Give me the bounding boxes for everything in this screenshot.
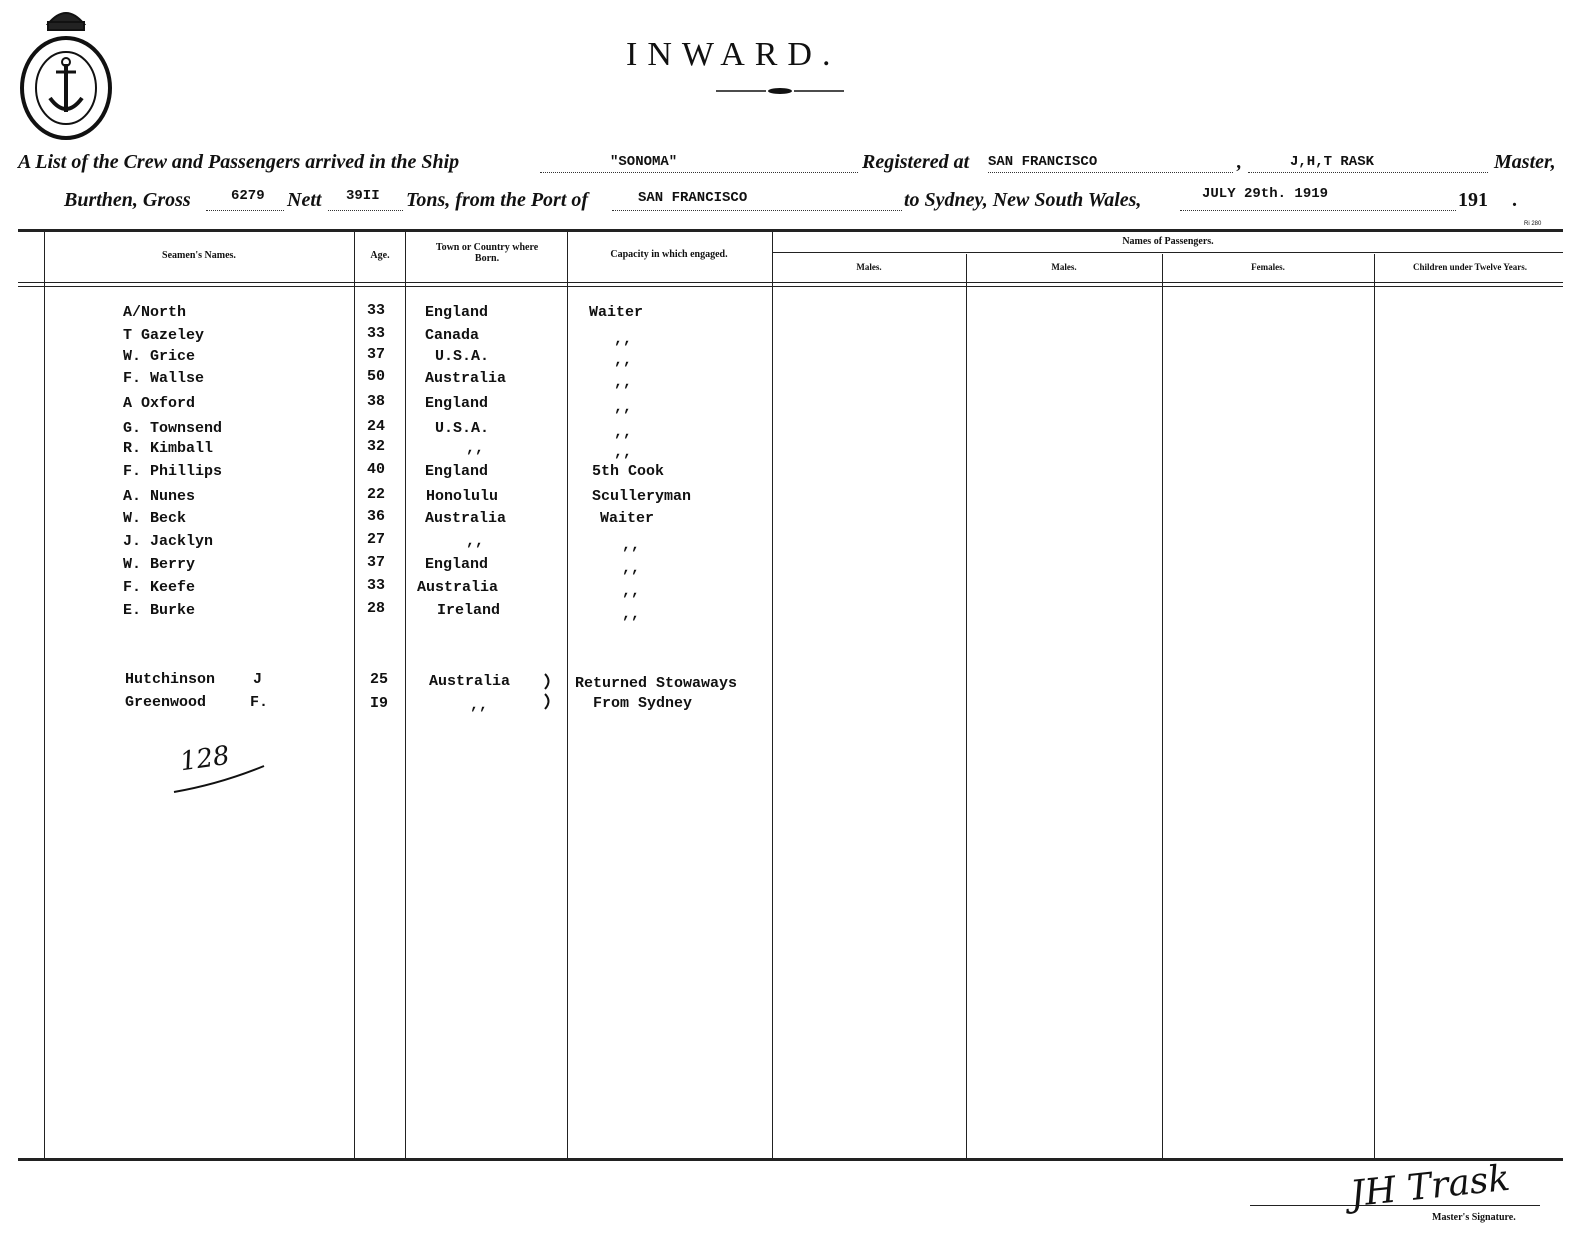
crew-name: W. Berry — [123, 556, 196, 573]
crew-name: R. Kimball — [123, 440, 214, 457]
crew-capacity: Sculleryman — [592, 488, 692, 505]
to-sydney-label: to Sydney, New South Wales, — [904, 189, 1142, 211]
crew-age: 22 — [367, 486, 386, 503]
table-top-rule — [18, 229, 1563, 232]
crew-birthplace: England — [425, 395, 489, 412]
nett-label: Nett — [287, 189, 322, 211]
date-field — [1180, 186, 1456, 211]
crew-name: T Gazeley — [123, 327, 205, 344]
crew-birthplace: ,, — [466, 533, 485, 550]
nett-tons: 39II — [346, 188, 380, 204]
crew-name: F. Wallse — [123, 370, 205, 387]
crew-capacity: ,, — [614, 399, 633, 416]
handwritten-count: 128 — [178, 740, 232, 778]
crew-age: 38 — [367, 393, 386, 410]
header-capacity: Capacity in which engaged. — [610, 249, 728, 260]
crew-age: 33 — [367, 577, 386, 594]
burthen-label: Burthen, Gross — [64, 189, 191, 211]
crew-birthplace: U.S.A. — [435, 348, 490, 365]
heading-comma: , — [1237, 151, 1242, 173]
crew-name: F. Keefe — [123, 579, 196, 596]
document-title: INWARD. — [626, 36, 841, 73]
header-seamens-names: Seamen's Names. — [162, 250, 236, 261]
master-label: Master, — [1494, 151, 1556, 173]
crew-name: A/North — [123, 304, 187, 321]
crew-birthplace: Canada — [425, 327, 480, 344]
ship-name: "SONOMA" — [610, 154, 678, 170]
crew-age: 28 — [367, 600, 386, 617]
registered-port: SAN FRANCISCO — [988, 154, 1098, 170]
crew-birthplace: Australia — [425, 510, 507, 527]
table-bottom-rule — [18, 1158, 1563, 1161]
title-flourish — [716, 84, 844, 98]
registered-field — [988, 152, 1233, 173]
stowaway-capacity: From Sydney — [593, 695, 693, 712]
ship-field — [540, 152, 858, 173]
gross-tons: 6279 — [231, 188, 265, 204]
header-town-born: Town or Country where Born. — [435, 242, 539, 264]
stowaway-bracket — [542, 672, 556, 712]
heading-list-label: A List of the Crew and Passengers arrived in the Ship — [18, 151, 460, 173]
year-dot: . — [1512, 189, 1517, 211]
col-divider-capacity — [772, 231, 773, 1158]
crew-birthplace: England — [425, 463, 489, 480]
crew-capacity: ,, — [622, 537, 641, 554]
crew-birthplace: Ireland — [437, 602, 501, 619]
col-divider-age — [405, 231, 406, 1158]
crew-age: 24 — [367, 418, 386, 435]
crew-capacity: ,, — [614, 424, 633, 441]
crew-age: 37 — [367, 554, 386, 571]
col-divider-names — [354, 231, 355, 1158]
crew-age: 33 — [367, 325, 386, 342]
crew-capacity: ,, — [622, 583, 641, 600]
header-bottom-rule — [18, 282, 1563, 283]
header-males-2: Males. — [1051, 262, 1077, 272]
port-field — [612, 190, 902, 211]
stowaway-age: 25 — [370, 671, 389, 688]
crew-age: 37 — [367, 346, 386, 363]
header-age: Age. — [370, 250, 390, 261]
handwritten-underline — [170, 762, 270, 798]
crew-birthplace: Australia — [417, 579, 499, 596]
crew-age: 40 — [367, 461, 386, 478]
header-bottom-rule-2 — [18, 286, 1563, 287]
stowaway-surname: Greenwood — [125, 694, 207, 711]
printed-year: 191 — [1458, 189, 1488, 211]
crew-age: 36 — [367, 508, 386, 525]
stowaway-born: Australia — [429, 673, 511, 690]
col-divider-left — [44, 231, 45, 1158]
crew-name: J. Jacklyn — [123, 533, 214, 550]
form-code: Ri 280 — [1524, 221, 1542, 227]
crew-name: G. Townsend — [123, 420, 223, 437]
header-names-of-passengers: Names of Passengers. — [1122, 236, 1214, 247]
master-signature: JH Trask — [1348, 1157, 1512, 1216]
arrival-date: JULY 29th. 1919 — [1202, 186, 1329, 202]
stowaway-initial: J — [253, 671, 263, 688]
departure-port: SAN FRANCISCO — [638, 190, 748, 206]
crew-capacity: Waiter — [600, 510, 655, 527]
crew-birthplace: U.S.A. — [435, 420, 490, 437]
registered-label: Registered at — [862, 151, 970, 173]
stowaway-age: I9 — [370, 695, 389, 712]
crew-capacity: ,, — [614, 444, 633, 461]
col-divider-town — [567, 231, 568, 1158]
crew-capacity: ,, — [614, 374, 633, 391]
gross-field — [206, 190, 284, 211]
crew-name: W. Beck — [123, 510, 187, 527]
crew-name: E. Burke — [123, 602, 196, 619]
master-field — [1248, 152, 1488, 173]
crew-age: 33 — [367, 302, 386, 319]
crew-age: 50 — [367, 368, 386, 385]
col-divider-males2 — [1162, 254, 1163, 1158]
master-name: J,H,T RASK — [1290, 154, 1375, 170]
stowaway-born: ,, — [470, 697, 489, 714]
signature-label: Master's Signature. — [1432, 1212, 1516, 1223]
crew-birthplace: ,, — [466, 440, 485, 457]
tons-from-port-label: Tons, from the Port of — [406, 189, 589, 211]
crew-birthplace: Honolulu — [426, 488, 499, 505]
crew-name: A. Nunes — [123, 488, 196, 505]
crew-birthplace: Australia — [425, 370, 507, 387]
crew-name: F. Phillips — [123, 463, 223, 480]
crew-capacity: ,, — [622, 606, 641, 623]
crew-age: 32 — [367, 438, 386, 455]
col-divider-males1 — [966, 254, 967, 1158]
crew-name: A Oxford — [123, 395, 196, 412]
crew-capacity: ,, — [622, 560, 641, 577]
shipping-master-seal-logo — [18, 2, 114, 140]
header-children: Children under Twelve Years. — [1412, 262, 1527, 272]
nett-field — [328, 190, 403, 211]
crew-name: W. Grice — [123, 348, 196, 365]
stowaway-capacity: Returned Stowaways — [575, 675, 738, 692]
stowaway-surname: Hutchinson — [125, 671, 216, 688]
crew-capacity: ,, — [614, 331, 633, 348]
header-males-1: Males. — [856, 262, 882, 272]
crew-capacity: Waiter — [589, 304, 644, 321]
crew-birthplace: England — [425, 304, 489, 321]
crew-capacity: 5th Cook — [592, 463, 665, 480]
stowaway-initial: F. — [250, 694, 269, 711]
crew-age: 27 — [367, 531, 386, 548]
col-divider-females — [1374, 254, 1375, 1158]
passengers-subrule — [773, 252, 1563, 253]
header-females: Females. — [1251, 262, 1285, 272]
crew-birthplace: England — [425, 556, 489, 573]
crew-capacity: ,, — [614, 352, 633, 369]
